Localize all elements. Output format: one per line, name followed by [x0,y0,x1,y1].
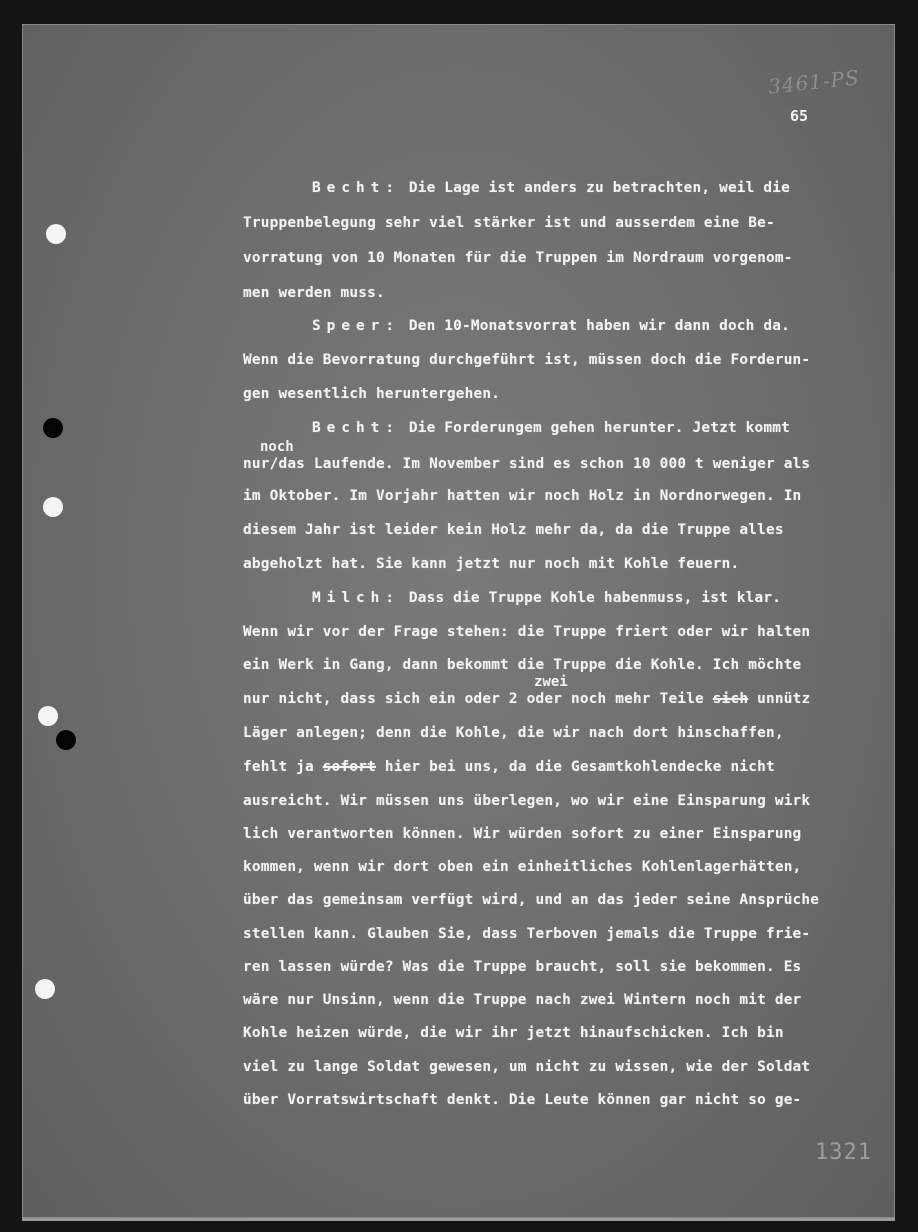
punch-hole [35,979,55,999]
text-line: nur nicht, dass sich ein oder 2 oder noch mehr Teile sich unnütz [243,691,811,707]
text-line: lich verantworten können. Wir würden sofort zu einer Einsparung [243,826,802,842]
text-line: Wenn die Bevorratung durchgeführt ist, müssen doch die Forderun- [243,352,811,368]
text-line: Speer: Den 10-Monatsvorrat haben wir dann doch da. [312,318,790,334]
text-line: Kohle heizen würde, die wir ihr jetzt hinaufschicken. Ich bin [243,1025,784,1041]
text-line: Becht: Die Lage ist anders zu betrachten, weil die [312,180,790,196]
page-number: 65 [790,107,809,125]
punch-hole [56,730,76,750]
text-line: abgeholzt hat. Sie kann jetzt nur noch mit Kohle feuern. [243,556,740,572]
text-line: Becht: Die Forderungem gehen herunter. Jetzt kommt [312,420,790,436]
text-line: über das gemeinsam verfügt wird, und an das jeder seine Ansprüche [243,892,820,908]
text-line: über Vorratswirtschaft denkt. Die Leute können gar nicht so ge- [243,1092,802,1108]
text-line: Wenn wir vor der Frage stehen: die Truppe friert oder wir halten [243,624,811,640]
punch-hole [43,497,63,517]
text-line: Läger anlegen; denn die Kohle, die wir nach dort hinschaffen, [243,725,784,741]
sheet-bottom-edge [22,1218,895,1221]
text-line: kommen, wenn wir dort oben ein einheitliches Kohlenlagerhätten, [243,859,802,875]
text-line: men werden muss. [243,285,385,301]
text-line: im Oktober. Im Vorjahr hatten wir noch Holz in Nordnorwegen. In [243,488,802,504]
text-line: Milch: Dass die Truppe Kohle habenmuss, ist klar. [312,590,782,606]
text-line: wäre nur Unsinn, wenn die Truppe nach zwei Wintern noch mit der [243,992,802,1008]
text-line: stellen kann. Glauben Sie, dass Terboven jemals die Truppe frie- [243,926,811,942]
text-line: Truppenbelegung sehr viel stärker ist und ausserdem eine Be- [243,215,775,231]
struck-word: sofort [322,759,376,775]
typed-insertion: zwei [534,674,568,690]
text-line: ren lassen würde? Was die Truppe braucht, soll sie bekommen. Es [243,959,802,975]
text-line: ein Werk in Gang, dann bekommt die Truppe die Kohle. Ich möchte [243,657,802,673]
speaker-name: Becht: [312,180,400,196]
text-line: diesem Jahr ist leider kein Holz mehr da, da die Truppe alles [243,522,784,538]
speaker-name: Speer: [312,318,400,334]
typed-insertion: noch [260,439,294,455]
text-line: nur/das Laufende. Im November sind es schon 10 000 t weniger als [243,456,811,472]
struck-word: sich [712,691,749,707]
text-line: fehlt ja sofort hier bei uns, da die Gesamtkohlendecke nicht [243,759,775,775]
text-line: viel zu lange Soldat gewesen, um nicht zu wissen, wie der Soldat [243,1059,811,1075]
text-line: ausreicht. Wir müssen uns überlegen, wo wir eine Einsparung wirk [243,793,811,809]
punch-hole [46,224,66,244]
archive-reference-handwritten: 3461-PS [766,65,861,99]
punch-hole [38,706,58,726]
text-line: gen wesentlich heruntergehen. [243,386,501,402]
sheet-number: 1321 [815,1140,872,1165]
text-line: vorratung von 10 Monaten für die Truppen im Nordraum vorgenom- [243,250,793,266]
speaker-name: Milch: [312,590,400,606]
speaker-name: Becht: [312,420,400,436]
punch-hole [43,418,63,438]
